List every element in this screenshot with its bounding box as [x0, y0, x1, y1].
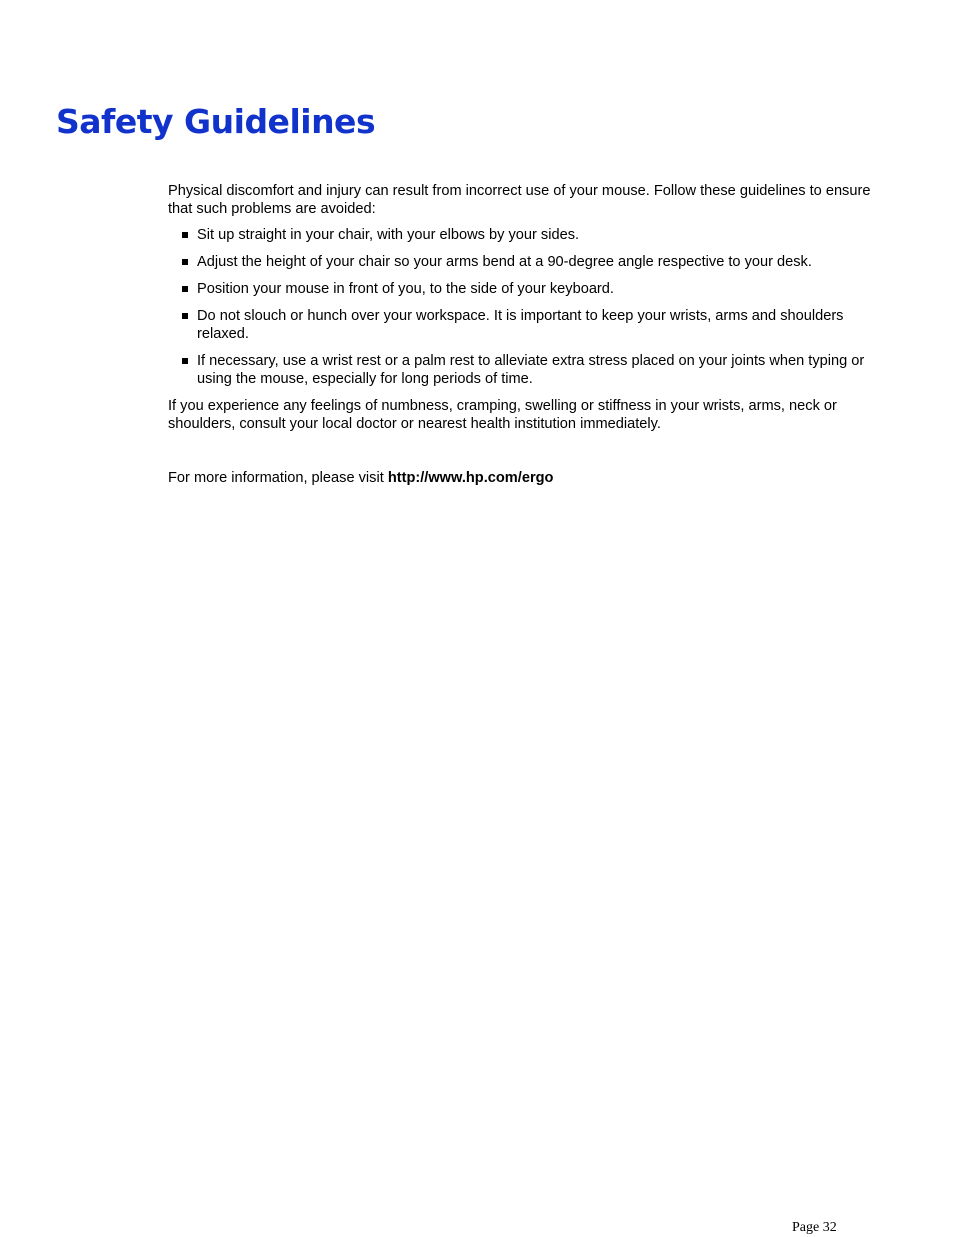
more-info-text: For more information, please visit — [168, 470, 388, 486]
list-item — [182, 307, 896, 343]
square-bullet-icon — [182, 232, 188, 238]
list-item-text: Sit up straight in your chair, with your elbows by your sides. — [197, 227, 580, 243]
page-title: Safety Guidelines — [56, 102, 376, 141]
square-bullet-icon — [182, 358, 188, 364]
list-item-text: Position your mouse in front of you, to the side of your keyboard. — [197, 281, 614, 297]
list-item-text: Do not slouch or hunch over your workspace. It is important to keep your wrists, arms and shoulders relaxed. — [197, 308, 844, 342]
list-item — [182, 280, 896, 298]
guidelines-list — [168, 226, 896, 388]
more-info-paragraph — [168, 469, 896, 487]
square-bullet-icon — [182, 313, 188, 319]
list-item — [182, 226, 896, 244]
list-item — [182, 253, 896, 271]
document-body — [168, 182, 896, 495]
ergo-link[interactable]: http://www.hp.com/ergo — [387, 470, 554, 486]
intro-paragraph: Physical discomfort and injury can result from incorrect use of your mouse. Follow these guidelines to ensure that such problems are avoided: — [168, 183, 871, 217]
square-bullet-icon — [182, 259, 188, 265]
warning-paragraph: If you experience any feelings of numbness, cramping, swelling or stiffness in your wrists, arms, neck or shoulders, consult your local doctor or nearest health institution immediately. — [168, 398, 837, 432]
list-item-text: Adjust the height of your chair so your arms bend at a 90-degree angle respective to your desk. — [197, 254, 812, 270]
page-number: Page 32 — [792, 1220, 837, 1235]
list-item-text: If necessary, use a wrist rest or a palm rest to alleviate extra stress placed on your joints when typing or using the mouse, especially for long periods of time. — [197, 353, 865, 387]
list-item — [182, 352, 896, 388]
square-bullet-icon — [182, 286, 188, 292]
